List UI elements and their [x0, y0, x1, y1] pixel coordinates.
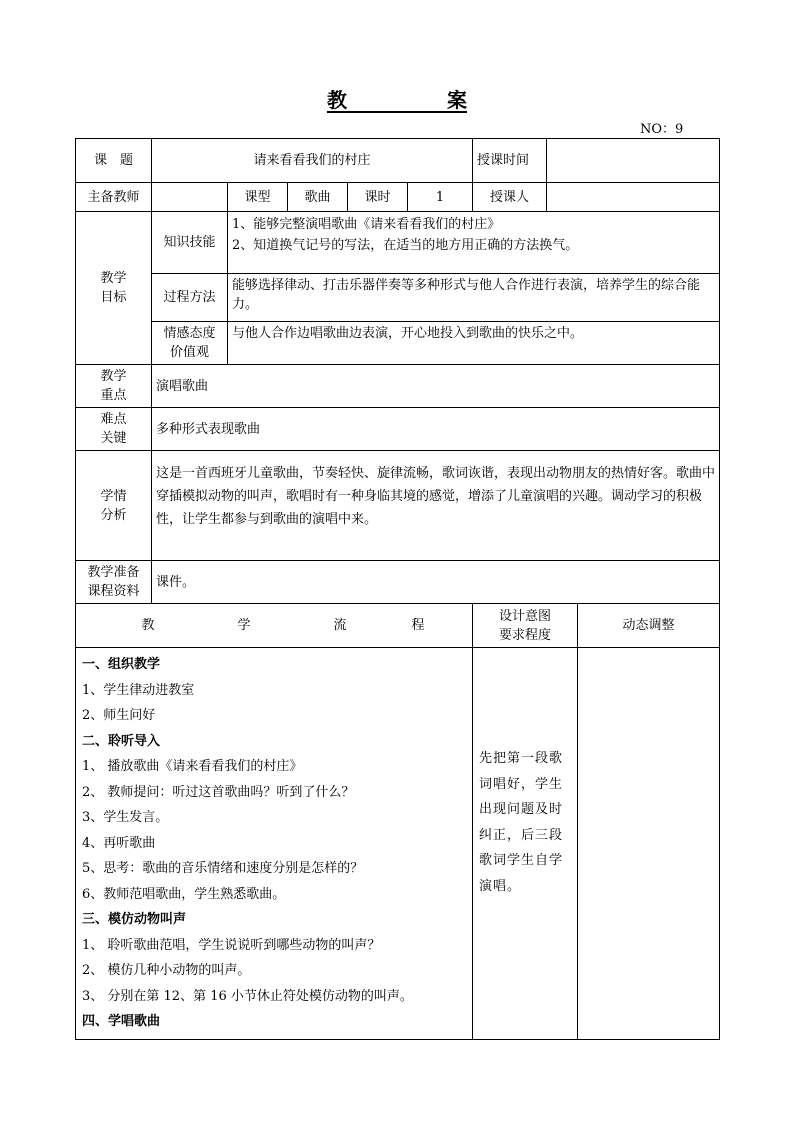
key-point-value: 演唱歌曲 — [152, 365, 720, 408]
analysis-label: 学情 分析 — [76, 451, 152, 561]
process-section-heading: 一、组织教学 — [82, 657, 161, 672]
flow-char-2: 学 — [237, 618, 251, 633]
difficulty-label: 难点 关键 — [76, 408, 152, 451]
process-step: 2、 模仿几种小动物的叫声。 — [82, 963, 251, 978]
materials-value: 课件。 — [152, 561, 720, 604]
analysis-row — [76, 451, 720, 561]
process-step: 2、师生问好 — [82, 708, 156, 723]
materials-row — [76, 561, 720, 604]
process-step: 4、再听歌曲 — [82, 835, 156, 851]
process-label: 过程方法 — [152, 274, 228, 322]
document-number: NO：9 — [640, 122, 684, 137]
process-step: 1、学生律动进教室 — [82, 682, 195, 698]
process-step: 3、 分别在第 12、第 16 小节休止符处模仿动物的叫声。 — [82, 988, 413, 1004]
adjust-cell[interactable] — [578, 648, 720, 1040]
type-label: 课型 — [228, 183, 288, 212]
difficulty-row — [76, 408, 720, 451]
key-point-row — [76, 365, 720, 408]
document-title: 教 案 — [327, 88, 467, 112]
lesson-plan-table — [75, 138, 720, 1040]
flow-header — [76, 604, 473, 648]
process-step: 6、教师范唱歌曲，学生熟悉歌曲。 — [82, 886, 286, 902]
process-step: 5、思考：歌曲的音乐情绪和速度分别是怎样的？ — [82, 861, 364, 876]
lecturer-label: 授课人 — [473, 183, 547, 212]
goals-emotion-row — [76, 322, 720, 365]
analysis-value: 这是一首西班牙儿童歌曲，节奏轻快、旋律流畅，歌词诙谐，表现出动物朋友的热情好客。歌曲中穿插模拟动物的叫声，歌唱时有一种身临其境的感觉，增添了儿童演唱的兴趣。调动学习的积极性，让学生都参与到歌曲的演唱中来。 — [152, 451, 720, 561]
time-value[interactable] — [547, 139, 720, 183]
flow-char-4: 程 — [411, 618, 425, 633]
flow-char-3: 流 — [333, 618, 347, 633]
process-value: 能够选择律动、打击乐器伴奏等多种形式与他人合作进行表演，培养学生的综合能力。 — [228, 274, 720, 322]
teacher-value[interactable] — [152, 183, 228, 212]
design-intent-header: 设计意图 要求程度 — [473, 604, 578, 648]
process-step: 1、 播放歌曲《请来看看我们的村庄》 — [82, 759, 303, 774]
design-intent-text: 先把第一段歌词唱好，学生出现问题及时纠正，后三段歌词学生自学演唱。 — [479, 751, 564, 894]
hours-value: 1 — [408, 183, 473, 212]
process-header-row — [76, 604, 720, 648]
emotion-label: 情感态度 价值观 — [152, 322, 228, 365]
process-body-row — [76, 648, 720, 1040]
process-step: 1、 聆听歌曲范唱，学生说说听到哪些动物的叫声？ — [82, 937, 381, 953]
course-value: 请来看看我们的村庄 — [152, 139, 473, 183]
adjust-header: 动态调整 — [578, 604, 720, 648]
design-intent-cell — [473, 648, 578, 1040]
process-section-heading: 二、聆听导入 — [82, 733, 161, 749]
goals-knowledge-row — [76, 212, 720, 274]
knowledge-value — [228, 212, 720, 274]
emotion-value: 与他人合作边唱歌曲边表演，开心地投入到歌曲的快乐之中。 — [228, 322, 720, 365]
process-step: 3、学生发言。 — [82, 810, 169, 825]
process-section-heading: 四、学唱歌曲 — [82, 1014, 161, 1029]
process-step-list — [82, 652, 466, 1035]
knowledge-line-1: 1、能够完整演唱歌曲《请来看看我们的村庄》 — [232, 217, 501, 232]
course-label: 课 题 — [76, 139, 152, 183]
hours-label: 课时 — [348, 183, 408, 212]
teacher-label: 主备教师 — [76, 183, 152, 212]
lecturer-value[interactable] — [547, 183, 720, 212]
difficulty-value: 多种形式表现歌曲 — [152, 408, 720, 451]
teacher-row — [76, 183, 720, 212]
time-label: 授课时间 — [473, 139, 547, 183]
knowledge-line-2: 2、知道换气记号的写法，在适当的地方用正确的方法换气。 — [232, 238, 579, 253]
process-steps — [76, 648, 473, 1040]
process-step: 2、 教师提问：听过这首歌曲吗？听到了什么？ — [82, 784, 355, 800]
type-value: 歌曲 — [288, 183, 348, 212]
key-point-label: 教学 重点 — [76, 365, 152, 408]
flow-char-1: 教 — [141, 618, 155, 633]
course-row — [76, 139, 720, 183]
process-section-heading: 三、模仿动物叫声 — [82, 912, 187, 927]
goals-process-row — [76, 274, 720, 322]
knowledge-label: 知识技能 — [152, 212, 228, 274]
goals-label: 教学 目标 — [76, 212, 152, 365]
materials-label: 教学准备 课程资料 — [76, 561, 152, 604]
